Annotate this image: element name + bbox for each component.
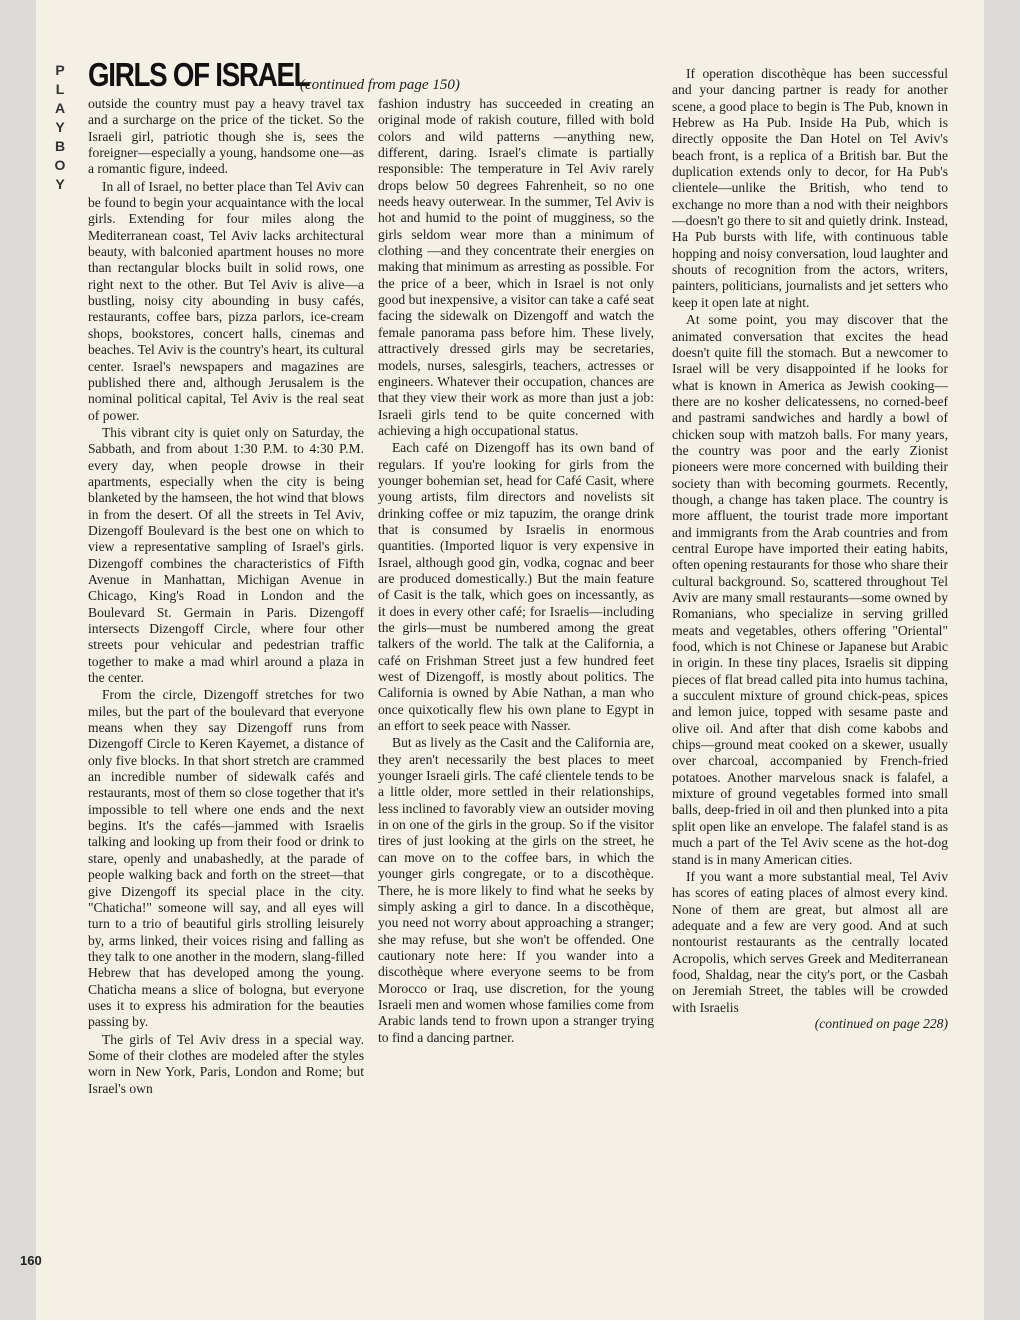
magazine-page (36, 0, 984, 1320)
side-letter: Y (55, 119, 65, 135)
continued-on-note: (continued on page 228) (814, 1015, 948, 1031)
article-title: GIRLS OF ISRAEL (88, 56, 310, 93)
paragraph: If you want a more substantial meal, Tel Aviv has scores of eating places of almost every kind. None of them are great, but almost all are adequate and a few are very good. And at such nontourist restaurants as the centrally located Acropolis, which serves Greek and Mediterranean food, Shaldag, near the city's port, or the Casbah on Jeremiah Street, the tables will be crowded with Israelis (672, 868, 948, 1015)
side-letter: O (54, 157, 66, 173)
paragraph: fashion industry has succeeded in creating an original mode of rakish couture, filled with bold colors and wild patterns —anything new, different, daring. Israel's climate is partially responsible: The temperature in Tel Aviv rarely drops below 50 degrees Fahrenheit, so no one needs heavy outerwear. In the summer, Tel Aviv is hot and humid to the point of mugginess, so the girls seldom wear more than a minimum of clothing —and they concentrate their energies on making that minimum as arresting as possible. For the price of a beer, which in Israel is not only good but inexpensive, a visitor can take a café seat facing the sidewalk on Dizengoff and watch the female panorama pass before him. These lively, attractively dressed girls may be secretaries, models, nurses, salesgirls, teachers, actresses or engineers. Whatever their occupation, chances are that they view their work as more than just a job: Israeli girls tend to be quite concerned with achieving a high occupational status. (378, 96, 654, 438)
paragraph: In all of Israel, no better place than Tel Aviv can be found to begin your acquaintance with the local girls. Extending for four miles along the Mediterranean coast, Tel Aviv lacks architectural beauty, with balconied apartment houses no more than rectangular blocks built in solid rows, one right next to the other. But Tel Aviv is alive—a bustling, noisy city abounding in busy cafés, restaurants, coffee bars, pizza parlors, ice-cream shops, bookstores, concert halls, cinemas and beaches. Tel Aviv is the country's heart, its cultural center. Israel's newspapers and magazines are published there and, although Jerusalem is the nominal political capital, Tel Aviv is the real seat of power. (88, 178, 364, 423)
continued-from-note: (continued from page 150) (300, 77, 460, 93)
text-column-1 (88, 96, 364, 1097)
side-letter: L (55, 81, 65, 97)
side-letter: P (55, 62, 65, 78)
paragraph: Each café on Dizengoff has its own band of regulars. If you're looking for girls from the younger bohemian set, head for Café Casit, where young artists, film directors and novelists sit drinking coffee or miz tapuzim, the orange drink that is consumed by Israelis in enormous quantities. (Imported liquor is very expensive in Israel, although good gin, vodka, cognac and beer are produced domestically.) But the main feature of Casit is the talk, which goes on incessantly, as it does in every other café; for Israelis—including the girls—must be numbered among the great talkers of the world. The talk at the California, a café on Frishman Street just a few hundred feet west of Dizengoff, is mostly about politics. The California is owned by Abie Nathan, a man who once quixotically flew his own plane to Egypt in an effort to seek peace with Nasser. (378, 440, 654, 734)
article-headline (88, 56, 708, 96)
paragraph: At some point, you may discover that the animated conversation that excites the head doesn't quite fill the stomach. But a newcomer to Israel will be very disappointed if he looks for what is known in America as Jewish cooking—there are no kosher delicatessens, no corned-beef and pastrami sandwiches and hardly a bowl of chicken soup with matzoh balls. For many years, the country was poor and the early Zionist pioneers were more concerned with building their society than with becoming gourmets. Recently, though, a change has taken place. The country is more affluent, the tourist trade more important and immigrants from the Arab countries and from central Europe have imported their eating habits, often opening restaurants for those who share their cultural background. So, scattered throughout Tel Aviv are many small restaurants—some owned by Romanians, who specialize in serving grilled meats and vegetables, others offering "Oriental" food, which is not Chinese or Japanese but Arabic in origin. In these tiny places, Israelis sit dipping pieces of flat bread called pita into humus tachina, a succulent mixture of ground chick-peas, spices and lemon juice, topped with sesame paste and olive oil. And after that dish come kabobs and chips—ground meat cooked on a skewer, usually over charcoal, accompanied by French-fried potatoes. Another marvelous snack is falafel, a mixture of ground vegetables formed into small balls, deep-fried in oil and then plunked into a pita split open like an envelope. The falafel stand is as much a part of the Tel Aviv scene as the hot-dog stand is in many American cities. (672, 312, 948, 867)
side-letter: A (54, 100, 66, 116)
side-letter: B (54, 138, 66, 154)
text-column-3 (672, 66, 948, 1032)
magazine-side-label (52, 62, 68, 195)
paragraph: outside the country must pay a heavy travel tax and a surcharge on the price of the ticket. So the Israeli girl, patriotic though she is, sees the foreigner—especially a young, handsome one—as a romantic figure, indeed. (88, 96, 364, 177)
paragraph: From the circle, Dizengoff stretches for two miles, but the part of the boulevard that everyone means when they say Dizengoff runs from Dizengoff Circle to Keren Kayemet, a distance of only five blocks. In that short stretch are crammed an incredible number of sidewalk cafés and restaurants, most of them so close together that it's impossible to tell where one ends and the next begins. It's the cafés—jammed with Israelis talking and looking up from their food or drink to stare, openly and unabashedly, at the parade of people walking back and forth on the street—that give Dizengoff its special place in the city. "Chaticha!" someone will say, and all eyes will turn to a trio of beautiful girls strolling leisurely by, arms linked, their voices rising and falling as they talk to one another in the modern, slang-filled Hebrew that has developed among the young. Chaticha means a slice of bologna, but everyone uses it to express his admiration for the beauties passing by. (88, 687, 364, 1030)
paragraph: This vibrant city is quiet only on Saturday, the Sabbath, and from about 1:30 P.M. to 4:30 P.M. every day, when people drowse in their apartments, especially when the city is being blanketed by the hamseen, the hot wind that blows in from the desert. Of all the streets in Tel Aviv, Dizengoff Boulevard is the best one on which to view a representative sampling of Israel's girls. Dizengoff combines the characteristics of Fifth Avenue in Manhattan, Michigan Avenue in Chicago, King's Road in London and the Boulevard St. Germain in Paris. Dizengoff intersects Dizengoff Circle, where four other streets pour vehicular and pedestrian traffic together to make a mad whirl around a plaza in the center. (88, 424, 364, 686)
paragraph: But as lively as the Casit and the California are, they aren't necessarily the best places to meet younger Israeli girls. The café clientele tends to be a little older, more settled in their relationships, less inclined to favorably view an outsider moving in on one of the girls in the group. So if the visitor tires of just looking at the girls on the street, he can move on to the coffee bars, in which the younger girls congregate, or to a discothèque. There, he is more likely to find what he seeks by simply asking a girl to dance. In a discothèque, you need not worry about approaching a stranger; she may refuse, but she won't be offended. One cautionary note here: If you wander into a discothèque where everyone seems to be from Morocco or Iraq, use discretion, for the young Israeli men and women whose families come from Arabic lands tend to frown upon a stranger trying to find a dancing partner. (378, 735, 654, 1045)
page-number: 160 (20, 1253, 42, 1268)
side-letter: Y (55, 176, 65, 192)
text-column-2 (378, 96, 654, 1046)
paragraph: If operation discothèque has been successful and your dancing partner is ready for another scene, a good place to begin is The Pub, known in Hebrew as Ha Pub. Inside Ha Pub, which is directly opposite the Dan Hotel on Tel Aviv's beach front, is a replica of a British bar. But the duplication extends only to decor, for Ha Pub's clientele—unlike the British, who tend to exchange no more than a nod with their neighbors—doesn't go there to sit and quietly drink. Instead, Ha Pub bursts with life, with continuous table hopping and noisy conversation, loud laughter and shouts of recognition from the actors, writers, painters, politicians, journalists and jet setters who keep it open late at night. (672, 66, 948, 310)
paragraph: The girls of Tel Aviv dress in a special way. Some of their clothes are modeled after the styles worn in New York, Paris, London and Rome; but Israel's own (88, 1031, 364, 1096)
